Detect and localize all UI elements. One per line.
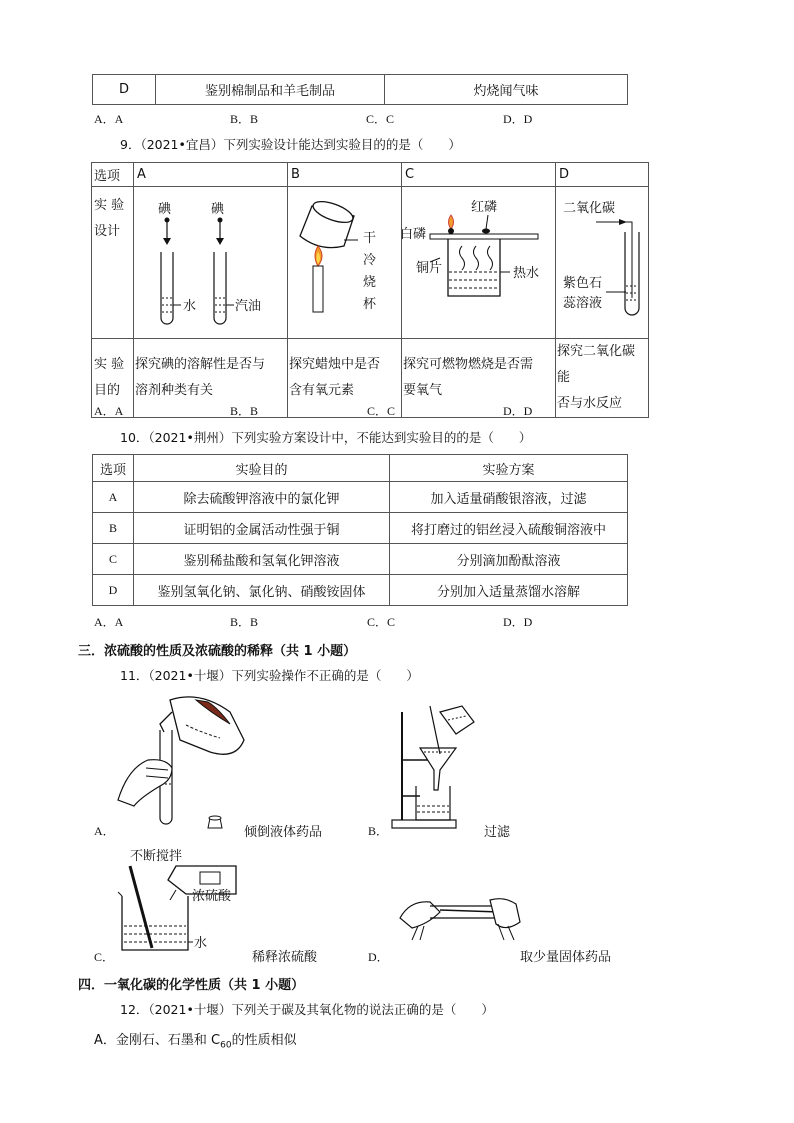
diagram-pour-liquid <box>118 697 244 828</box>
q10-row-d-method: 分别加入适量蒸馏水溶解 <box>390 575 628 606</box>
section-4-heading: 四．一氧化碳的化学性质（共 1 小题） <box>78 978 305 993</box>
answer-c[interactable]: C．C <box>367 615 396 629</box>
label-white-phosphorus: 白磷 <box>400 227 427 242</box>
q9-purpose-d-line1: 探究二氧化碳能 <box>557 344 636 385</box>
q10-row-b-purpose: 证明铝的金属活动性强于铜 <box>134 513 390 544</box>
diagram-filtration <box>392 706 474 828</box>
answer-b[interactable]: B．B <box>230 615 259 629</box>
q9-header-option: 选项 <box>92 163 134 187</box>
q12-stem: 12．（2021•十堰）下列关于碳及其氧化物的说法正确的是（ ） <box>120 1002 494 1017</box>
q9-purpose-d-line2: 否与水反应 <box>557 396 623 411</box>
q9-header-b: B <box>288 163 402 187</box>
q9-purpose-b-line2: 含有氧元素 <box>289 383 355 398</box>
q10-row-c-opt: C <box>93 544 134 575</box>
label-cup: 杯 <box>363 297 377 312</box>
answer-a[interactable]: A．A <box>94 615 124 629</box>
q9-purpose-label-1: 实 验 <box>94 357 125 372</box>
label-concentrated-acid: 浓硫酸 <box>192 889 232 904</box>
q9-purpose-c-line1: 探究可燃物燃烧是否需 <box>403 357 534 372</box>
q11-opt-d[interactable]: D． <box>368 950 389 964</box>
q11-caption-c: 稀释浓硫酸 <box>252 950 318 965</box>
q10-row-d-purpose: 鉴别氢氧化钠、氯化钠、硝酸铵固体 <box>134 575 390 606</box>
answer-a[interactable]: A．A <box>94 404 124 418</box>
label-cold: 冷 <box>363 253 377 268</box>
diagram-solid-reagent <box>400 899 520 940</box>
q10-row-a-method: 加入适量硝酸银溶液，过滤 <box>390 482 628 513</box>
answer-c[interactable]: C．C <box>366 112 395 126</box>
q11-opt-b[interactable]: B． <box>368 824 389 838</box>
label-burn: 烧 <box>363 275 377 290</box>
label-water-c: 水 <box>194 936 208 951</box>
answer-b[interactable]: B．B <box>230 112 259 126</box>
q11-caption-d: 取少量固体药品 <box>520 950 612 965</box>
q8-cell-purpose: 鉴别棉制品和羊毛制品 <box>156 75 385 105</box>
label-stir: 不断搅拌 <box>130 849 183 864</box>
section-3-heading: 三．浓硫酸的性质及浓硫酸的稀释（共 1 小题） <box>78 644 357 659</box>
q11-opt-c[interactable]: C． <box>94 950 115 964</box>
label-water: 水 <box>183 299 197 314</box>
answer-d[interactable]: D．D <box>503 404 533 418</box>
q10-header-option: 选项 <box>93 455 134 482</box>
q10-header-method: 实验方案 <box>390 455 628 482</box>
answer-a[interactable]: A．A <box>94 112 124 126</box>
q9-purpose-label-2: 目的 <box>94 383 121 398</box>
q10-row-b-opt: B <box>93 513 134 544</box>
q10-header-purpose: 实验目的 <box>134 455 390 482</box>
q11-caption-a: 倾倒液体药品 <box>244 825 323 840</box>
q9-design-label-2: 设计 <box>94 224 121 239</box>
label-litmus-1: 紫色石 <box>563 276 603 291</box>
answer-d[interactable]: D．D <box>503 615 533 629</box>
label-red-phosphorus: 红磷 <box>471 200 498 215</box>
q12-option-a[interactable] <box>94 1029 297 1051</box>
answer-b[interactable]: B．B <box>230 404 259 418</box>
q9-header-c: C <box>402 163 556 187</box>
q11-opt-a[interactable]: A． <box>94 824 115 838</box>
label-iodine-1: 碘 <box>158 202 172 217</box>
q11-caption-b: 过滤 <box>484 825 511 840</box>
q10-row-c-method: 分别滴加酚酞溶液 <box>390 544 628 575</box>
q12-option-a-post: 的性质相似 <box>231 1033 297 1048</box>
label-gasoline: 汽油 <box>235 299 262 314</box>
q9-purpose-a-line2: 溶剂种类有关 <box>135 383 214 398</box>
answer-d[interactable]: D．D <box>503 112 533 126</box>
label-copper: 铜片 <box>416 261 443 276</box>
q9-header-d: D <box>556 163 649 187</box>
q10-row-c-purpose: 鉴别稀盐酸和氢氧化钾溶液 <box>134 544 390 575</box>
q10-row-d-opt: D <box>93 575 134 606</box>
label-litmus-2: 蕊溶液 <box>563 296 603 311</box>
q10-row-a-opt: A <box>93 482 134 513</box>
label-iodine-2: 碘 <box>211 202 225 217</box>
q9-purpose-b-line1: 探究蜡烛中是否 <box>289 357 381 372</box>
q8-cell-method: 灼烧闻气味 <box>385 75 628 105</box>
q9-purpose-a-line1: 探究碘的溶解性是否与 <box>135 357 266 372</box>
label-hot-water: 热水 <box>513 266 540 281</box>
q12-option-a-sub: 60 <box>220 1040 232 1051</box>
answer-c[interactable]: C．C <box>367 404 396 418</box>
q11-stem: 11．（2021•十堰）下列实验操作不正确的是（ ） <box>120 668 419 683</box>
q9-purpose-c-line2: 要氧气 <box>403 383 443 398</box>
q9-header-a: A <box>134 163 288 187</box>
diagram-dilute-acid <box>118 848 236 951</box>
label-co2: 二氧化碳 <box>563 201 616 216</box>
q10-row-a-purpose: 除去硫酸钾溶液中的氯化钾 <box>134 482 390 513</box>
q10-stem: 10．（2021•荆州）下列实验方案设计中，不能达到实验目的的是（ ） <box>120 430 532 445</box>
q10-row-b-method: 将打磨过的铝丝浸入硫酸铜溶液中 <box>390 513 628 544</box>
label-dry: 干 <box>363 231 377 246</box>
q12-option-a-pre: A．金刚石、石墨和 C <box>94 1033 221 1048</box>
q9-stem: 9．（2021•宜昌）下列实验设计能达到实验目的的是（ ） <box>120 137 461 152</box>
q9-design-label-1: 实 验 <box>94 198 125 213</box>
q8-cell-opt: D <box>93 75 156 105</box>
